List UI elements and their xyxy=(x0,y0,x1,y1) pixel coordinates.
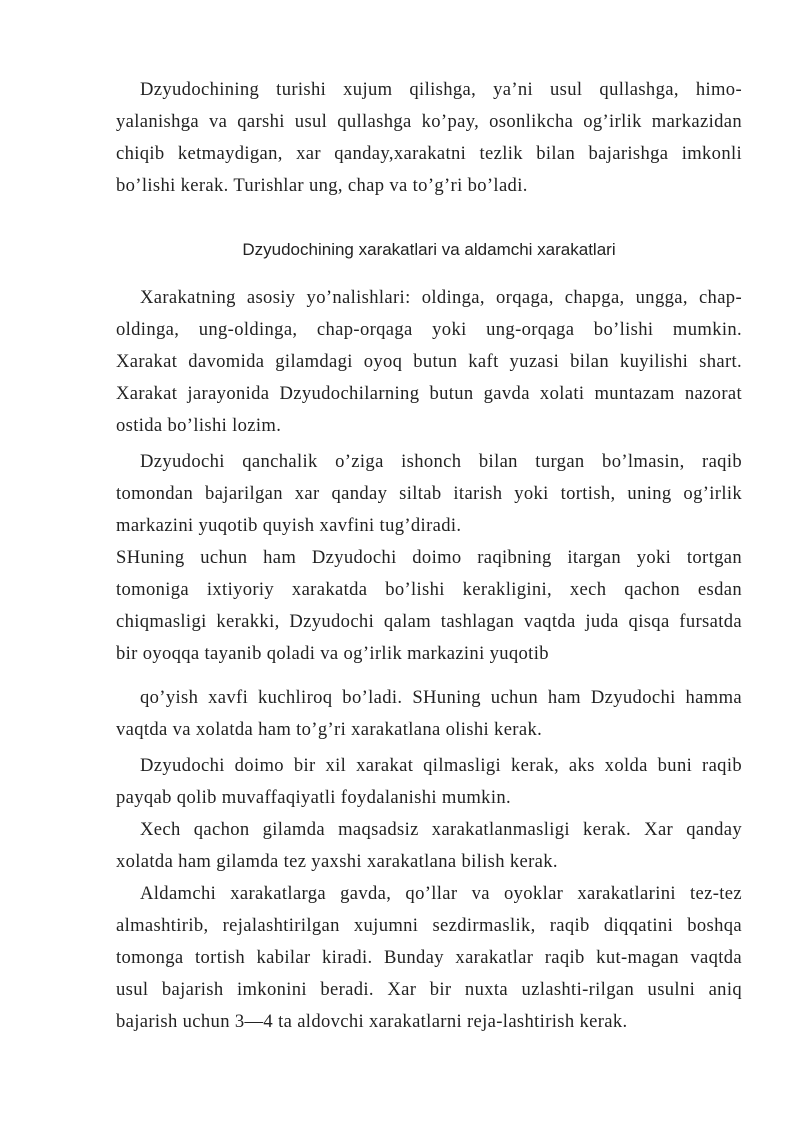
paragraph-1-line-1: Dzyudochining turishi xujum qilishga, ya’ni usul qullashga, himo- xyxy=(140,79,742,100)
paragraph-8-line-2: almashtirib, rejalashtirilgan xujumni sezdirmaslik, raqib diqqatini boshqa xyxy=(116,915,742,936)
paragraph-4-line-2: tomoniga ixtiyoriy xarakatda bo’lishi kerakligini, xech qachon esdan xyxy=(116,579,742,600)
paragraph-2-line-1: Xarakatning asosiy yo’nalishlari: oldinga, orqaga, chapga, ungga, chap- xyxy=(140,287,742,308)
paragraph-6-line-1: Dzyudochi doimo bir xil xarakat qilmasligi kerak, aks xolda buni raqib xyxy=(140,755,742,776)
paragraph-8-line-5: bajarish uchun 3—4 ta aldovchi xarakatlarni reja-lashtirish kerak. xyxy=(116,1011,628,1032)
paragraph-7-line-2: xolatda ham gilamda tez yaxshi xarakatlana bilish kerak. xyxy=(116,851,558,872)
paragraph-1-line-4: bo’lishi kerak. Turishlar ung, chap va to’g’ri bo’ladi. xyxy=(116,175,528,196)
paragraph-6-line-2: payqab qolib muvaffaqiyatli foydalanishi mumkin. xyxy=(116,787,511,808)
paragraph-3-line-3: markazini yuqotib quyish xavfini tug’diradi. xyxy=(116,515,462,536)
paragraph-3-line-1: Dzyudochi qanchalik o’ziga ishonch bilan turgan bo’lmasin, raqib xyxy=(140,451,742,472)
paragraph-4-line-3: chiqmasligi kerakki, Dzyudochi qalam tashlagan vaqtda juda qisqa fursatda xyxy=(116,611,742,632)
paragraph-1-line-2: yalanishga va qarshi usul qullashga ko’pay, osonlikcha og’irlik markazidan xyxy=(116,111,742,132)
paragraph-2-line-5: ostida bo’lishi lozim. xyxy=(116,415,282,436)
paragraph-8-line-3: tomonga tortish kabilar kiradi. Bunday xarakatlar raqib kut-magan vaqtda xyxy=(116,947,742,968)
paragraph-5-line-1: qo’yish xavfi kuchliroq bo’ladi. SHuning uchun ham Dzyudochi hamma xyxy=(140,687,742,708)
paragraph-2-line-4: Xarakat jarayonida Dzyudochilarning butun gavda xolati muntazam nazorat xyxy=(116,383,742,404)
paragraph-8-line-4: usul bajarish imkonini beradi. Xar bir nuxta uzlashti-rilgan usulni aniq xyxy=(116,979,742,1000)
paragraph-8-line-1: Aldamchi xarakatlarga gavda, qo’llar va oyoklar xarakatlarini tez-tez xyxy=(140,883,742,904)
section-heading: Dzyudochining xarakatlari va aldamchi xarakatlari xyxy=(242,240,616,259)
paragraph-2-line-3: Xarakat davomida gilamdagi oyoq butun kaft yuzasi bilan kuyilishi shart. xyxy=(116,351,742,372)
paragraph-7-line-1: Xech qachon gilamda maqsadsiz xarakatlanmasligi kerak. Xar qanday xyxy=(140,819,742,840)
paragraph-4-line-4: bir oyoqqa tayanib qoladi va og’irlik markazini yuqotib xyxy=(116,643,549,664)
paragraph-1-line-3: chiqib ketmaydigan, xar qanday,xarakatni tezlik bilan bajarishga imkonli xyxy=(116,143,742,164)
paragraph-2-line-2: oldinga, ung-oldinga, chap-orqaga yoki ung-orqaga bo’lishi mumkin. xyxy=(116,319,742,340)
paragraph-4-line-1: SHuning uchun ham Dzyudochi doimo raqibning itargan yoki tortgan xyxy=(116,547,742,568)
paragraph-5-line-2: vaqtda va xolatda ham to’g’ri xarakatlana olishi kerak. xyxy=(116,719,543,740)
paragraph-3-line-2: tomondan bajarilgan xar qanday siltab itarish yoki tortish, uning og’irlik xyxy=(116,483,742,504)
